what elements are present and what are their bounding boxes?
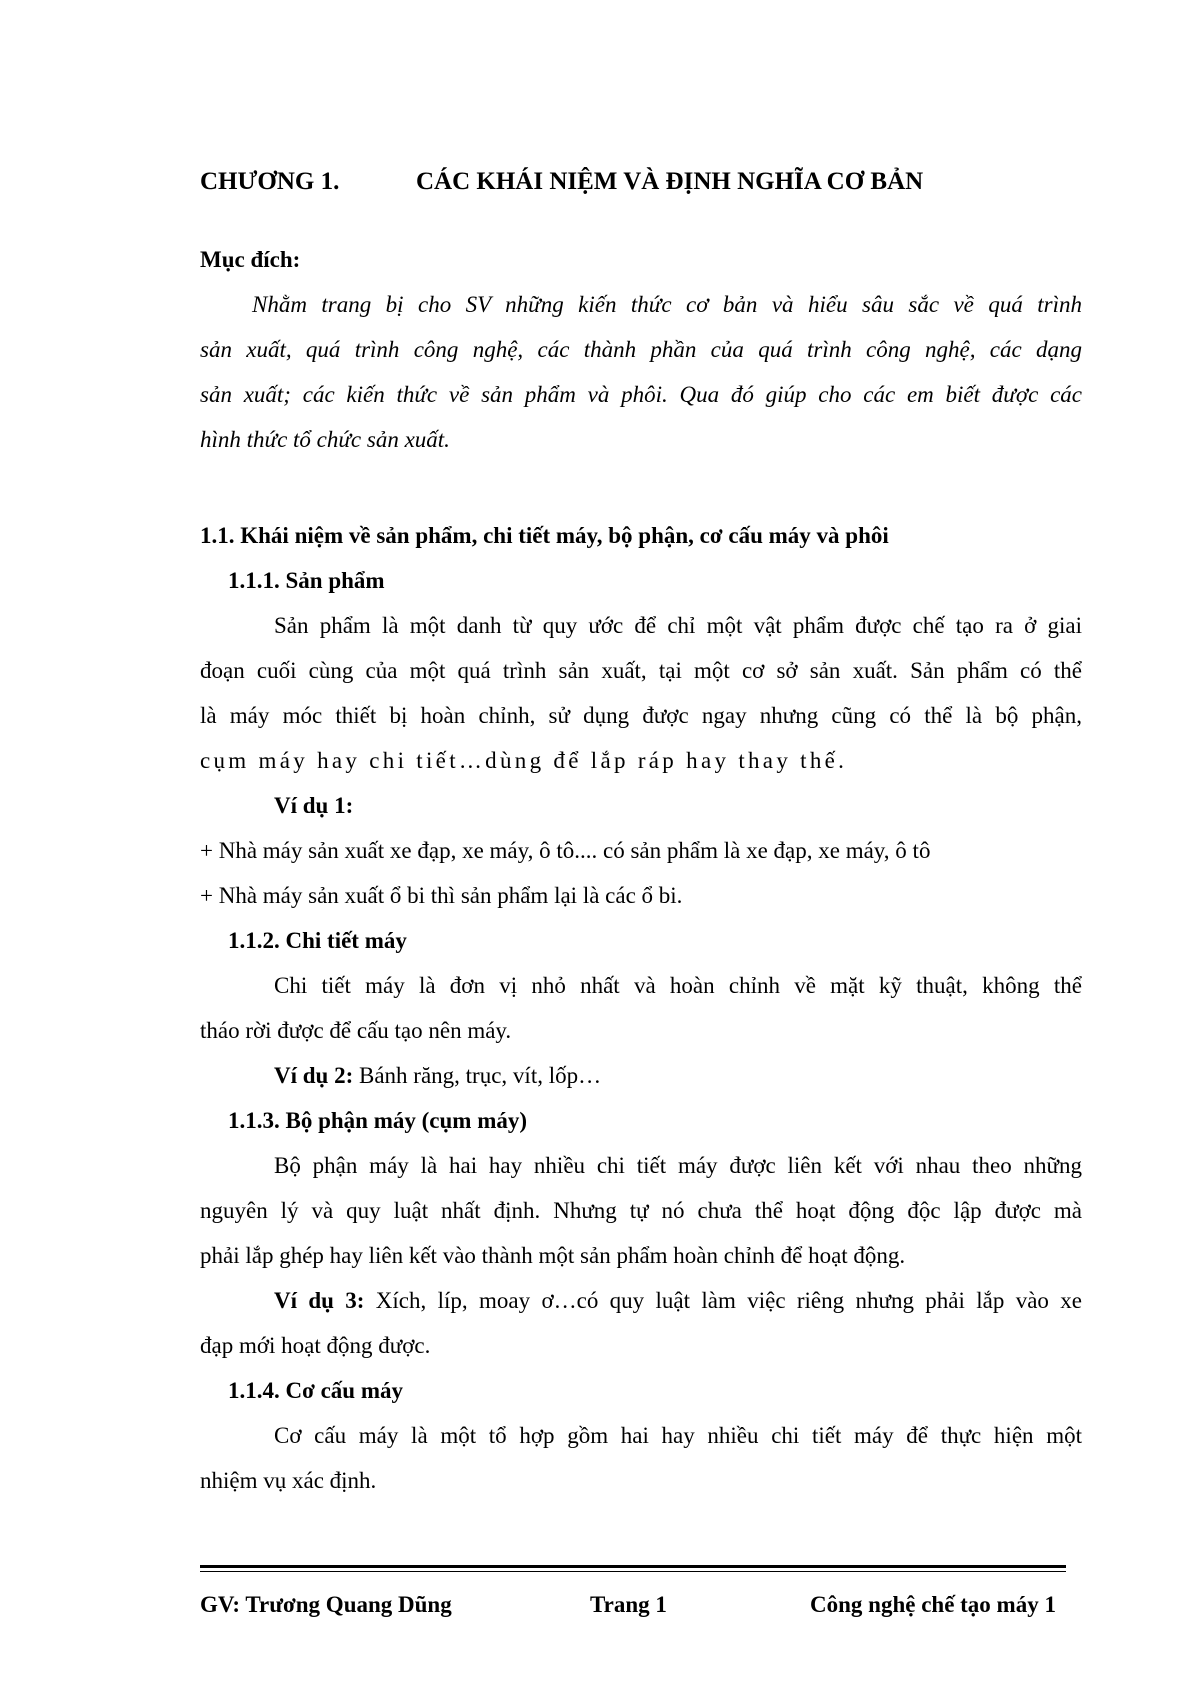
- chapter-number: CHƯƠNG 1.: [200, 168, 340, 195]
- paragraph-line: nguyên lý và quy luật nhất định. Nhưng tự nó chưa thể hoạt động độc lập được mà: [200, 1198, 1082, 1223]
- section-heading: 1.1. Khái niệm về sản phẩm, chi tiết máy, bộ phận, cơ cấu máy và phôi: [200, 523, 889, 548]
- paragraph-line: Sản phẩm là một danh từ quy ước để chỉ một vật phẩm được chế tạo ra ở giai: [274, 613, 1082, 638]
- paragraph-line: Bộ phận máy là hai hay nhiều chi tiết máy được liên kết với nhau theo những: [274, 1153, 1082, 1178]
- footer-page-number: Trang 1: [590, 1592, 667, 1617]
- example-item: + Nhà máy sản xuất ổ bi thì sản phẩm lại là các ổ bi.: [200, 883, 683, 908]
- paragraph-line: nhiệm vụ xác định.: [200, 1468, 377, 1493]
- example-label-2: Ví dụ 2:: [274, 1063, 354, 1088]
- example-text-2: Bánh răng, trục, vít, lốp…: [353, 1063, 602, 1088]
- example-text-3: Xích, líp, moay ơ…có quy luật làm việc riêng nhưng phải lắp vào xe: [364, 1288, 1082, 1313]
- footer-course: Công nghệ chế tạo máy 1: [810, 1592, 1056, 1617]
- purpose-line-1: Nhằm trang bị cho SV những kiến thức cơ bản và hiểu sâu sắc về quá trình: [252, 292, 1082, 317]
- example-label-3: Ví dụ 3:: [274, 1288, 365, 1313]
- purpose-heading: Mục đích:: [200, 247, 301, 272]
- chapter-title: CÁC KHÁI NIỆM VÀ ĐỊNH NGHĨA CƠ BẢN: [416, 168, 924, 195]
- paragraph-line: là máy móc thiết bị hoàn chỉnh, sử dụng được ngay nhưng cũng có thể là bộ phận,: [200, 703, 1082, 728]
- paragraph-line: cụm máy hay chi tiết…dùng để lắp ráp hay thay thế.: [200, 748, 848, 773]
- paragraph-line: Cơ cấu máy là một tổ hợp gồm hai hay nhiều chi tiết máy để thực hiện một: [274, 1423, 1082, 1448]
- chapter-heading: [200, 168, 923, 196]
- footer-author: GV: Trương Quang Dũng: [200, 1592, 452, 1617]
- footer-rule-bottom: [200, 1571, 1066, 1572]
- example-3: [274, 1286, 1082, 1316]
- paragraph-line: phải lắp ghép hay liên kết vào thành một sản phẩm hoàn chỉnh để hoạt động.: [200, 1243, 906, 1268]
- footer-rule-top: [200, 1565, 1066, 1568]
- purpose-line-3: sản xuất; các kiến thức về sản phẩm và phôi. Qua đó giúp cho các em biết được các: [200, 382, 1082, 407]
- subsection-heading-3: 1.1.3. Bộ phận máy (cụm máy): [228, 1108, 528, 1133]
- example-label-1: Ví dụ 1:: [274, 793, 354, 818]
- subsection-heading-1: 1.1.1. Sản phẩm: [228, 568, 385, 593]
- example-2: [274, 1061, 601, 1091]
- paragraph-line: đoạn cuối cùng của một quá trình sản xuất, tại một cơ sở sản xuất. Sản phẩm có thể: [200, 658, 1082, 683]
- paragraph-line: tháo rời được để cấu tạo nên máy.: [200, 1018, 512, 1043]
- subsection-heading-2: 1.1.2. Chi tiết máy: [228, 928, 407, 953]
- paragraph-line: Chi tiết máy là đơn vị nhỏ nhất và hoàn chỉnh về mặt kỹ thuật, không thể: [274, 973, 1082, 998]
- purpose-line-2: sản xuất, quá trình công nghệ, các thành phần của quá trình công nghệ, các dạng: [200, 337, 1082, 362]
- example-item: + Nhà máy sản xuất xe đạp, xe máy, ô tô.... có sản phẩm là xe đạp, xe máy, ô tô: [200, 838, 931, 863]
- purpose-line-4: hình thức tổ chức sản xuất.: [200, 427, 450, 452]
- example-continuation: đạp mới hoạt động được.: [200, 1333, 431, 1358]
- subsection-heading-4: 1.1.4. Cơ cấu máy: [228, 1378, 404, 1403]
